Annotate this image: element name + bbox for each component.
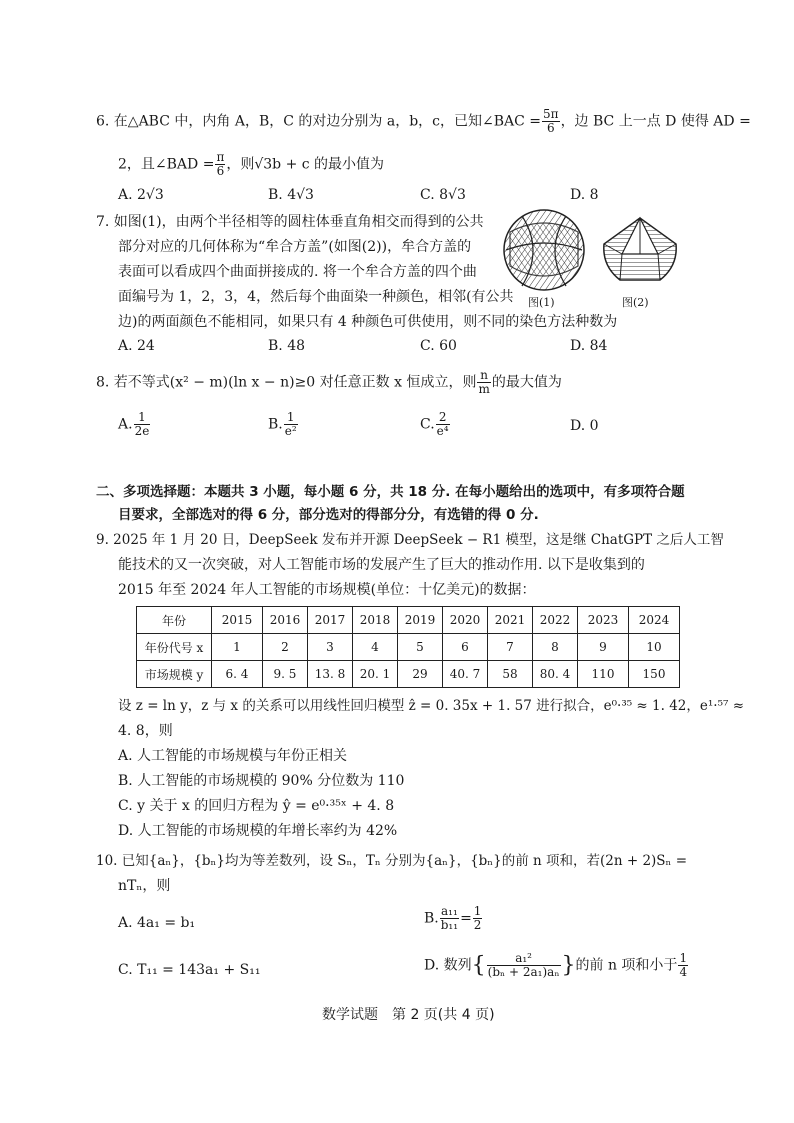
table-cell: 6 bbox=[443, 634, 488, 661]
q6-option-a: A. 2√3 bbox=[118, 187, 164, 203]
q8-option-b: B. $\frac{1}{\text{e²}}$ bbox=[268, 410, 297, 438]
q8-option-d: D. 0 bbox=[570, 418, 599, 434]
market-size-table bbox=[136, 606, 680, 688]
q8-option-a: A. $\frac{1}{2e}$ bbox=[118, 410, 150, 438]
q7-option-b: B. 48 bbox=[268, 338, 306, 354]
table-cell: 29 bbox=[398, 661, 443, 688]
table-row-header: 市场规模 y bbox=[137, 661, 212, 688]
table-cell: 10 bbox=[629, 634, 680, 661]
table-row bbox=[137, 661, 680, 688]
figure-2-steinmetz-solid bbox=[598, 214, 682, 290]
table-cell: 2016 bbox=[263, 607, 308, 634]
table-cell: 20. 1 bbox=[353, 661, 398, 688]
table-cell: 2018 bbox=[353, 607, 398, 634]
q10-line1: 10. 已知{aₙ}，{bₙ}均为等差数列，设 Sₙ，Tₙ 分别为{aₙ}，{bₙ}的前 n 项和，若(2n + 2)Sₙ = bbox=[96, 853, 688, 869]
figure-1-intersecting-cylinders bbox=[500, 206, 588, 298]
q9-option-a: A. 人工智能的市场规模与年份正相关 bbox=[118, 748, 348, 764]
table-cell: 9 bbox=[578, 634, 629, 661]
table-cell: 9. 5 bbox=[263, 661, 308, 688]
q10-option-a: A. 4a₁ = b₁ bbox=[118, 915, 196, 931]
q6-line2: 2，且∠BAD = $\frac{\pi}{6}$ ，则√3b + c 的最小值为 bbox=[118, 150, 385, 178]
table-cell: 150 bbox=[629, 661, 680, 688]
table-row bbox=[137, 634, 680, 661]
q9-option-b: B. 人工智能的市场规模的 90% 分位数为 110 bbox=[118, 773, 405, 789]
q7-option-a: A. 24 bbox=[118, 338, 155, 354]
q10-option-c: C. T₁₁ = 143a₁ + S₁₁ bbox=[118, 962, 261, 978]
table-cell: 2017 bbox=[308, 607, 353, 634]
q7-line2: 部分对应的几何体称为“牟合方盖”(如图(2))，牟合方盖的 bbox=[118, 239, 472, 255]
q10-option-d: D. 数列{ $\frac{\text{a₁²}}{\text{(bₙ + 2a₁)aₙ}}$ }的前 n 项和小于 $\frac{1}{4}$ bbox=[424, 951, 688, 979]
q7-line5: 边)的两面颜色不能相同，如果只有 4 种颜色可供使用，则不同的染色方法种数为 bbox=[118, 314, 618, 330]
table-cell: 6. 4 bbox=[212, 661, 263, 688]
q9-line2: 能技术的又一次突破，对人工智能市场的发展产生了巨大的推动作用. 以下是收集到的 bbox=[118, 557, 645, 573]
q6-line1: 6. 在△ABC 中，内角 A，B，C 的对边分别为 a，b，c，已知∠BAC = $\frac{5\pi}{6}$ ，边 BC 上一点 D 使得 AD = bbox=[96, 107, 751, 135]
table-cell: 110 bbox=[578, 661, 629, 688]
table-cell: 58 bbox=[488, 661, 533, 688]
q7-option-c: C. 60 bbox=[420, 338, 457, 354]
table-cell: 3 bbox=[308, 634, 353, 661]
q9-option-c: C. y 关于 x 的回归方程为 ŷ = e⁰·³⁵ˣ + 4. 8 bbox=[118, 798, 395, 814]
section-2-header-line1: 二、多项选择题：本题共 3 小题，每小题 6 分，共 18 分. 在每小题给出的选项中，有多项符合题 bbox=[96, 484, 685, 500]
table-cell: 2020 bbox=[443, 607, 488, 634]
table-cell: 2 bbox=[263, 634, 308, 661]
q6-option-c: C. 8√3 bbox=[420, 187, 466, 203]
table-cell: 2021 bbox=[488, 607, 533, 634]
q9-line1: 9. 2025 年 1 月 20 日，DeepSeek 发布并开源 DeepSeek − R1 模型，这是继 ChatGPT 之后人工智 bbox=[96, 532, 724, 548]
table-cell: 13. 8 bbox=[308, 661, 353, 688]
table-cell: 2015 bbox=[212, 607, 263, 634]
table-cell: 1 bbox=[212, 634, 263, 661]
q7-line3: 表面可以看成四个曲面拼接成的. 将一个牟合方盖的四个曲 bbox=[118, 264, 477, 280]
q9-after-line1: 设 z = ln y，z 与 x 的关系可以用线性回归模型 ẑ = 0. 35x + 1. 57 进行拟合，e⁰·³⁵ ≈ 1. 42，e¹·⁵⁷ ≈ bbox=[118, 698, 745, 714]
table-cell: 40. 7 bbox=[443, 661, 488, 688]
table-cell: 8 bbox=[533, 634, 578, 661]
q10-option-b: B. $\frac{\text{a₁₁}}{\text{b₁₁}}$ = $\frac{1}{2}$ bbox=[424, 904, 482, 932]
table-cell: 2023 bbox=[578, 607, 629, 634]
figure-1-caption: 图(1) bbox=[528, 296, 555, 309]
q9-option-d: D. 人工智能的市场规模的年增长率约为 42% bbox=[118, 823, 398, 839]
q7-option-d: D. 84 bbox=[570, 338, 608, 354]
table-cell: 2022 bbox=[533, 607, 578, 634]
q7-line4: 面编号为 1，2，3，4，然后每个曲面染一种颜色，相邻(有公共 bbox=[118, 289, 514, 305]
figure-2-caption: 图(2) bbox=[622, 296, 649, 309]
table-cell: 7 bbox=[488, 634, 533, 661]
q9-line3: 2015 年至 2024 年人工智能的市场规模(单位：十亿美元)的数据： bbox=[118, 582, 536, 598]
table-cell: 4 bbox=[353, 634, 398, 661]
q9-after-line2: 4. 8，则 bbox=[118, 723, 173, 739]
section-2-header-line2: 目要求，全部选对的得 6 分，部分选对的得部分分，有选错的得 0 分. bbox=[118, 507, 539, 523]
table-cell: 2024 bbox=[629, 607, 680, 634]
table-row bbox=[137, 607, 680, 634]
table-cell: 80. 4 bbox=[533, 661, 578, 688]
q8-option-c: C. $\frac{2}{\text{e⁴}}$ bbox=[420, 410, 449, 438]
page-footer: 数学试题 第 2 页(共 4 页) bbox=[322, 1007, 495, 1023]
q7-line1: 7. 如图(1)，由两个半径相等的圆柱体垂直角相交而得到的公共 bbox=[96, 214, 484, 230]
table-cell: 5 bbox=[398, 634, 443, 661]
table-cell: 2019 bbox=[398, 607, 443, 634]
q10-line2: nTₙ，则 bbox=[118, 878, 171, 894]
q6-option-d: D. 8 bbox=[570, 187, 599, 203]
q8-stem: 8. 若不等式(x² − m)(ln x − n)≥0 对任意正数 x 恒成立，则 $\frac{n}{m}$ 的最大值为 bbox=[96, 368, 562, 396]
table-row-header: 年份 bbox=[137, 607, 212, 634]
table-row-header: 年份代号 x bbox=[137, 634, 212, 661]
q6-option-b: B. 4√3 bbox=[268, 187, 314, 203]
